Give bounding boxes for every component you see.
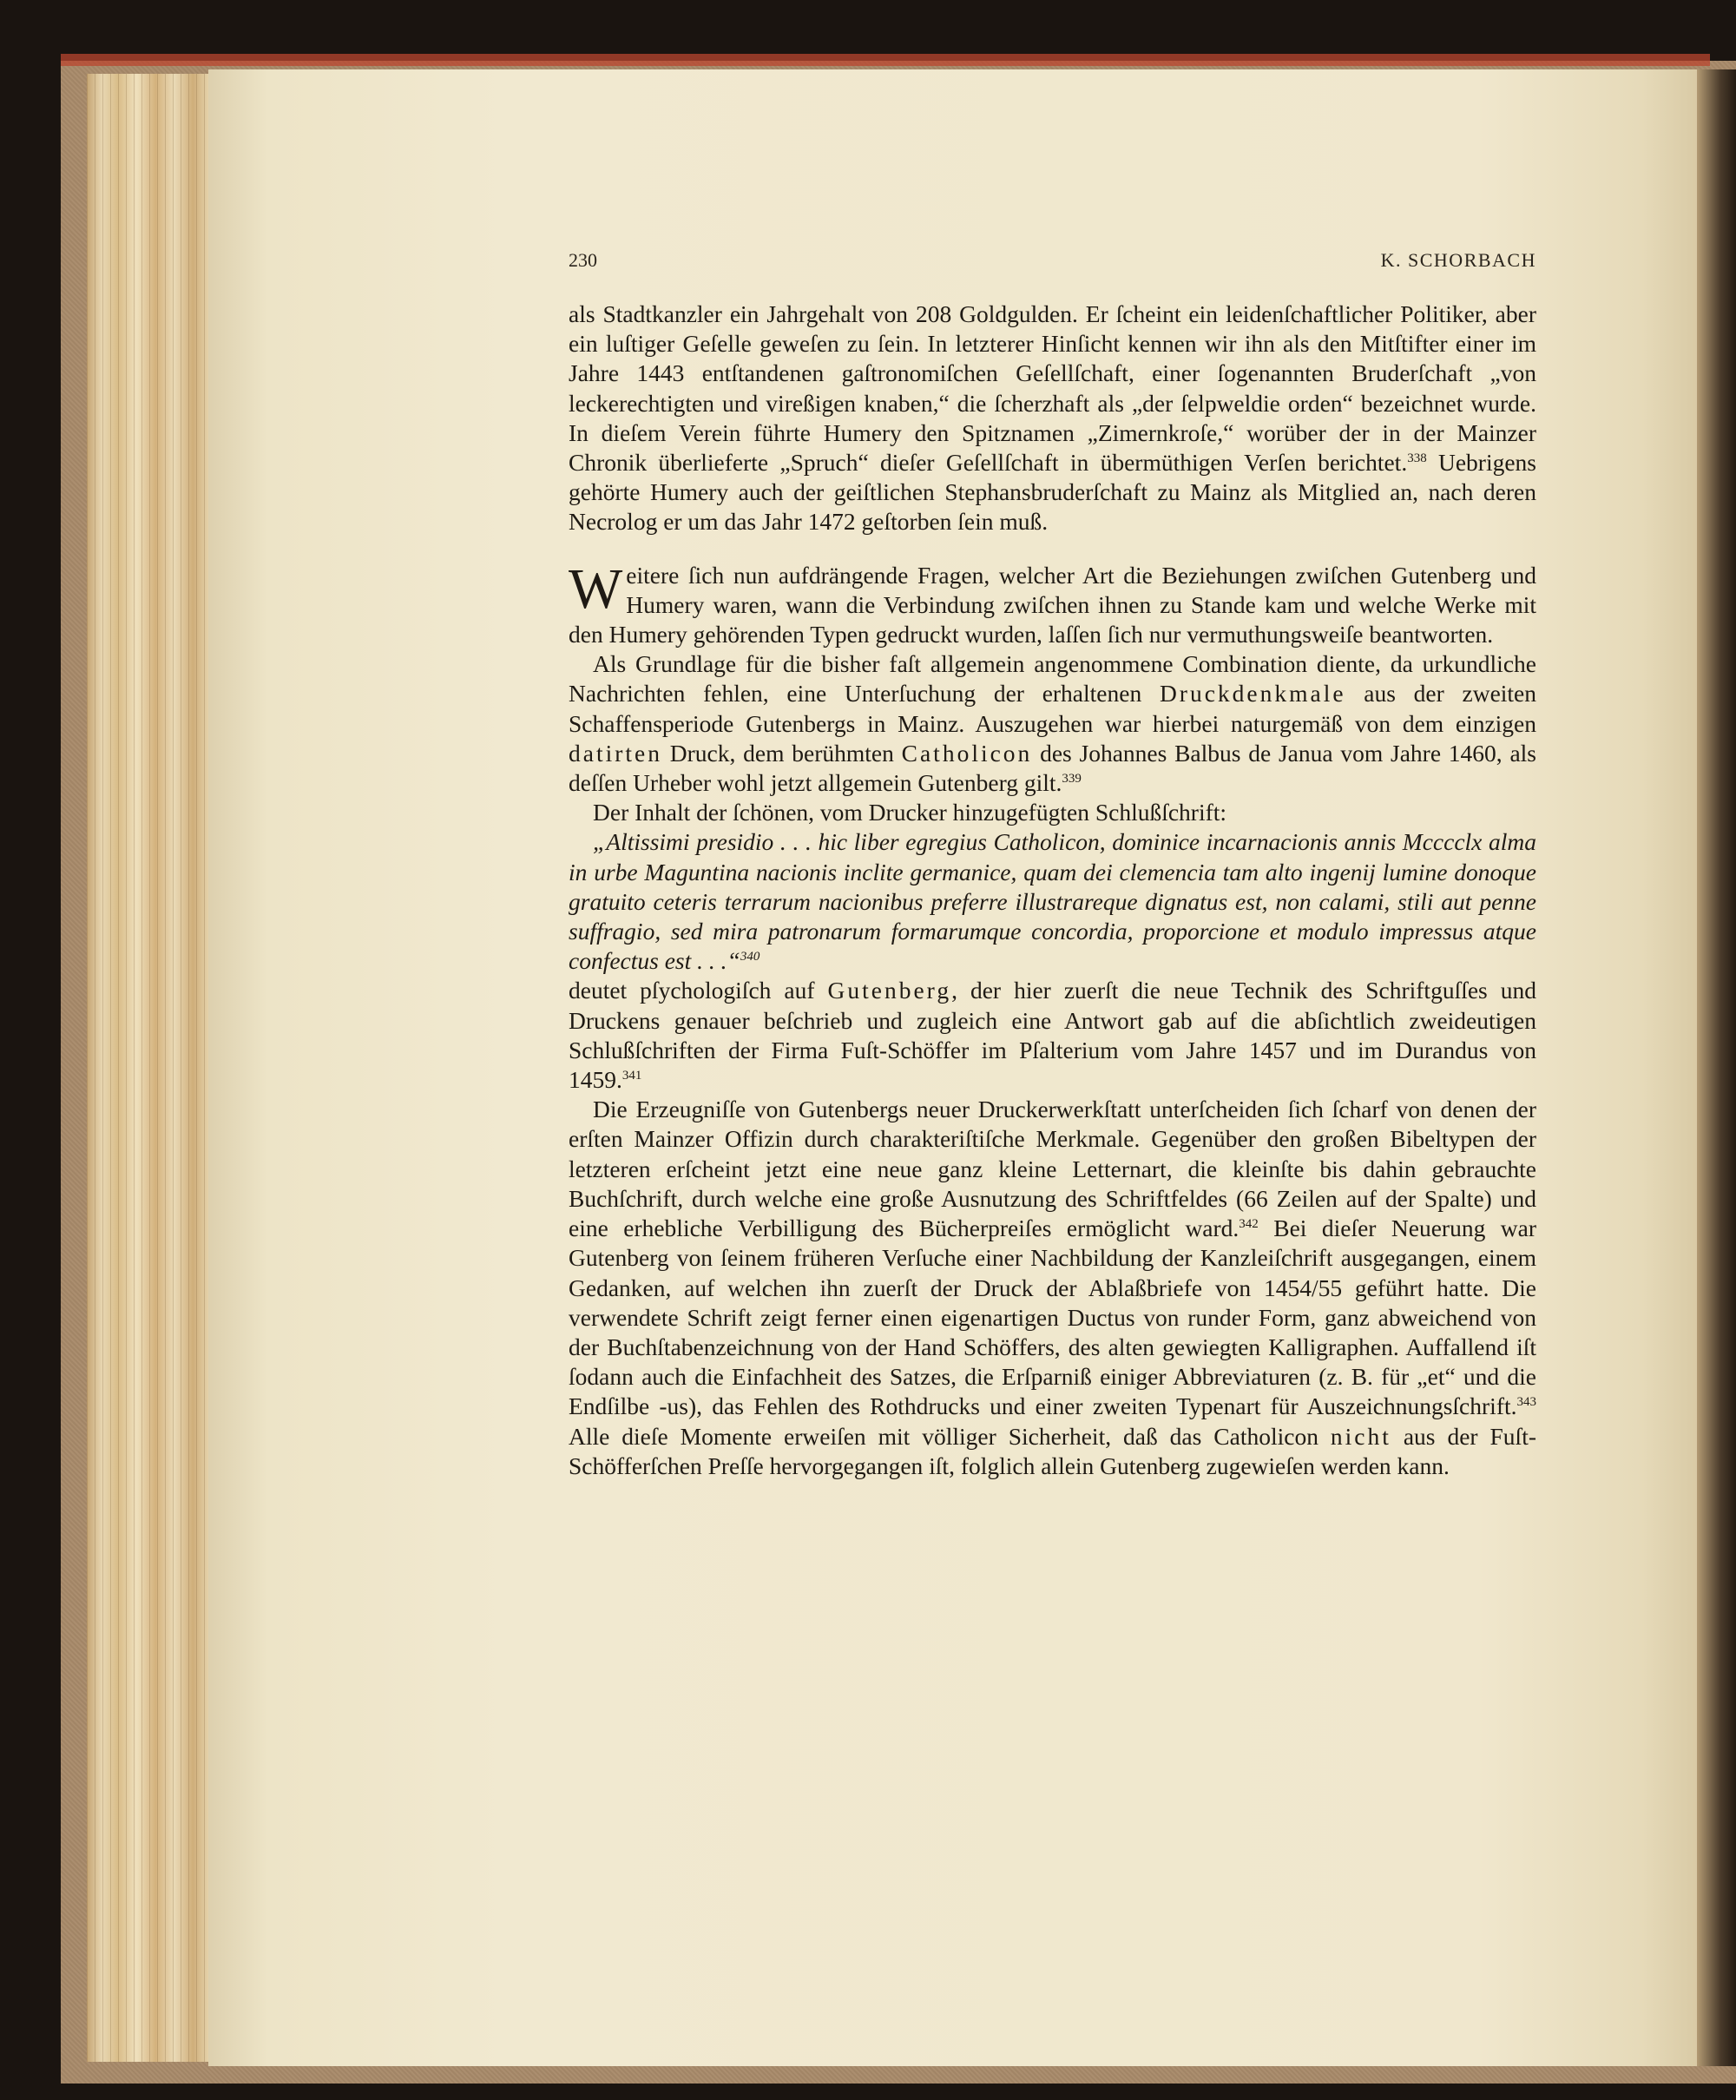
paragraph-text: Bei dieſer Neuerung war Gutenberg von ſeinem früheren Verſuche einer Nachbildung der Kanzleiſchrift ausgegangen, einem Gedanken, auf welchen ihn zuerſt der Druck der Ablaßbriefe von 1454/55 geführt hatte. Die verwendete Schrift zeigt ferner einen eigenartigen Ductus von runder Form, ganz abweichend von der Buchſtabenzeichnung von der Hand Schöffers, des alten gewiegten Kalligraphen. Auffallend iſt ſodann auch die Einfachheit des Satzes, die Erſparniß einiger Abbreviaturen (z. B. für „et“ und die Endſilbe -us), das Fehlen des Rothdrucks und einer zweiten Typenart für Auszeichnungsſchrift.: [569, 1215, 1536, 1420]
paragraph-text: , der hier zuerſt die neue Technik des Schriftguſſes und Druckens genauer beſchrieb und zugleich eine Antwort gab auf die abſichtlich zweideutigen Schlußſchriften der Firma Fuſt-Schöffer im Pſalterium vom Jahre 1457 und im Durandus von 1459.: [569, 977, 1536, 1094]
paragraph-text: Alle dieſe Momente erweiſen mit völliger Sicherheit, daß das Catholicon: [569, 1422, 1331, 1450]
footnote-ref: 341: [621, 1068, 642, 1083]
spaced-term: Catholicon: [901, 739, 1033, 767]
spaced-term: nicht: [1330, 1422, 1391, 1450]
paragraph-text: Als Grundlage für die bisher faſt allgemein angenommene Combination diente, da urkundliche Nachrichten fehlen, eine Unterſuchung der erhaltenen: [569, 650, 1536, 708]
text-block: [569, 300, 1536, 1481]
paragraph-text: aus der zweiten Schaffensperiode Gutenbergs in Mainz. Auszugehen war hierbei naturgemäß von dem einzigen: [569, 680, 1537, 737]
paragraph-text: Druck, dem berühmten: [662, 739, 902, 767]
paragraph-text: Der Inhalt der ſchönen, vom Drucker hinzugefügten Schlußſchrift:: [593, 799, 1227, 826]
paragraph-1: [569, 300, 1536, 537]
page-number: 230: [569, 249, 597, 271]
paragraph-text: Die Erzeugniſſe von Gutenbergs neuer Druckerwerkſtatt unterſcheiden ſich ſcharf von denen der erſten Mainzer Offizin durch charakteriſtiſche Merkmale. Gegenüber den großen Bibeltypen der letzteren erſcheint jetzt eine neue ganz kleine Letternart, die kleinſte bis dahin gebrauchte Buchſchrift, durch welche eine große Ausnutzung des Schriftfeldes (66 Zeilen auf der Spalte) und eine erhebliche Verbilligung des Bücherpreiſes ermöglicht ward.: [569, 1096, 1536, 1242]
gutter-shadow: [1697, 69, 1736, 2066]
drop-cap: W: [569, 556, 623, 621]
page-header: [569, 249, 1536, 277]
paragraph-text: aus der Fuſt-Schöfferſchen Preſſe hervorgegangen iſt, folglich allein Gutenberg zugewieſen werden kann.: [569, 1422, 1536, 1479]
paragraph-6: [569, 1095, 1536, 1481]
paragraph-3: [569, 649, 1536, 798]
footnote-ref: 340: [740, 950, 760, 964]
paragraph-text: eitere ſich nun aufdrängende Fragen, welcher Art die Beziehungen zwiſchen Gutenberg und Humery waren, wann die Verbindung zwiſchen ihnen zu Stande kam und welche Werke mit den Humery gehörenden Typen gedruckt wurden, laſſen ſich nur vermuthungsweiſe beantworten.: [569, 561, 1536, 648]
paragraph-4: [569, 798, 1536, 827]
footnote-ref: 342: [1239, 1216, 1259, 1231]
latin-quote: [569, 827, 1536, 976]
footnote-ref: 343: [1516, 1395, 1536, 1410]
paragraph-text: des Johannes Balbus de Janua vom Jahre 1460, als deſſen Urheber wohl jetzt allgemein Gutenberg gilt.: [569, 739, 1536, 797]
spaced-term: datirten: [569, 739, 662, 767]
paragraph-text: als Stadtkanzler ein Jahrgehalt von 208 Goldgulden. Er ſcheint ein leidenſchaftlicher Politiker, aber ein luſtiger Geſelle geweſen zu ſein. In letzterer Hinſicht kennen wir ihn als den Mitſtifter einer im Jahre 1443 entſtandenen gaſtronomiſchen Geſellſchaft, einer ſogenannten Bruderſchaft „von leckerechtigten und vireßigen knaben,“ die ſcherzhaft als „der ſelpweldie orden“ bezeichnet wurde. In dieſem Verein führte Humery den Spitznamen „Zimernkroſe,“ worüber der in der Mainzer Chronik überlieferte „Spruch“ dieſer Geſellſchaft in übermüthigen Verſen berichtet.: [569, 300, 1536, 477]
footnote-ref: 338: [1407, 451, 1427, 465]
paragraph-text: Uebrigens gehörte Humery auch der geiſtlichen Stephansbruderſchaft zu Mainz als Mitglied an, nach deren Necrolog er um das Jahr 1472 geſtorben ſein muß.: [569, 449, 1536, 536]
spaced-term: Gutenberg: [827, 977, 952, 1004]
paragraph-text: deutet pſychologiſch auf: [569, 977, 828, 1004]
quote-text: „Altissimi presidio . . . hic liber egregius Catholicon, dominice incarnacionis annis Mcccclx alma in urbe Maguntina nacionis inclite germanice, quam dei clemencia tam alto ingenij lumine donoque gratuito ceteris terrarum nacionibus preferre illustrareque dignatus est, non calami, stili aut penne suffragio, sed mira patronarum formarumque concordia, proporcione et modulo impressus atque confectus est . . .“: [569, 828, 1536, 975]
footnote-ref: 339: [1062, 771, 1082, 786]
cover-edge: [61, 54, 1710, 66]
spaced-term: Druckdenkmale: [1159, 680, 1346, 708]
paragraph-5: [569, 976, 1536, 1095]
paragraph-2: [569, 556, 1536, 650]
running-head: K. SCHORBACH: [1380, 249, 1536, 271]
